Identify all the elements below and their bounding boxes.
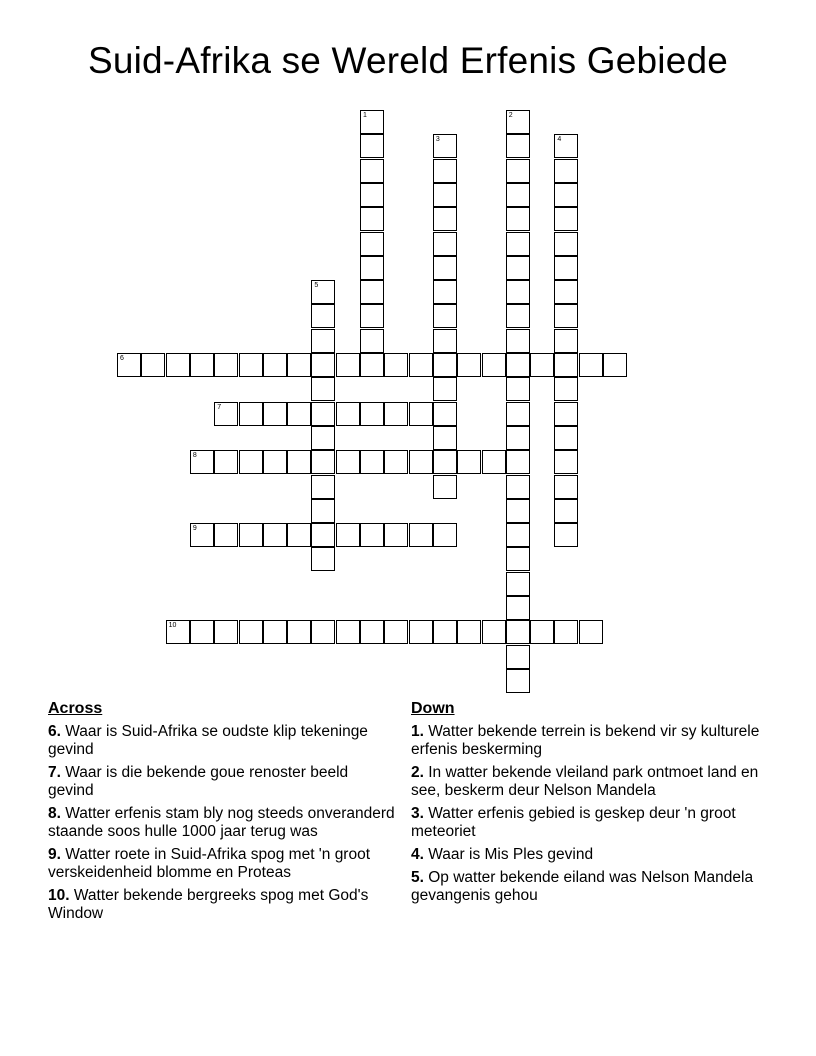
crossword-cell[interactable]	[554, 280, 578, 304]
clue-text: Op watter bekende eiland was Nelson Mandela gevangenis gehou	[411, 869, 754, 904]
crossword-cell[interactable]	[166, 620, 190, 644]
crossword-cell[interactable]	[506, 669, 530, 693]
crossword-cell[interactable]	[506, 426, 530, 450]
crossword-cell[interactable]	[506, 353, 530, 377]
crossword-cell[interactable]	[214, 620, 238, 644]
crossword-cell[interactable]	[311, 329, 335, 353]
crossword-cell[interactable]	[554, 499, 578, 523]
cell-number: 7	[217, 403, 222, 411]
crossword-cell[interactable]	[287, 620, 311, 644]
crossword-cell[interactable]	[482, 620, 506, 644]
clue-text: Watter bekende bergreeks spog met God's Window	[48, 887, 369, 922]
crossword-cell[interactable]	[239, 353, 263, 377]
crossword-cell[interactable]	[360, 134, 384, 158]
crossword-cell[interactable]	[433, 280, 457, 304]
crossword-cell[interactable]	[433, 377, 457, 401]
across-clues	[48, 700, 398, 928]
crossword-cell[interactable]	[263, 402, 287, 426]
crossword-cell[interactable]	[530, 620, 554, 644]
crossword-cell[interactable]	[336, 402, 360, 426]
clue-text: Watter erfenis gebied is geskep deur 'n groot meteoriet	[411, 805, 736, 840]
crossword-cell[interactable]	[554, 426, 578, 450]
crossword-cell[interactable]	[239, 620, 263, 644]
crossword-cell[interactable]	[554, 475, 578, 499]
clue-text: Waar is Mis Ples gevind	[428, 846, 594, 863]
crossword-cell[interactable]	[214, 450, 238, 474]
crossword-cell[interactable]	[287, 523, 311, 547]
cell-number: 9	[192, 525, 197, 533]
crossword-cell[interactable]	[311, 547, 335, 571]
clue-across-6	[48, 723, 398, 759]
clue-across-9	[48, 846, 398, 882]
crossword-cell[interactable]	[506, 304, 530, 328]
crossword-cell[interactable]	[603, 353, 627, 377]
crossword-cell[interactable]	[311, 402, 335, 426]
crossword-cell[interactable]	[263, 620, 287, 644]
crossword-cell[interactable]	[311, 499, 335, 523]
crossword-cell[interactable]	[311, 450, 335, 474]
crossword-cell[interactable]	[506, 207, 530, 231]
clue-across-10	[48, 887, 398, 923]
crossword-cell[interactable]	[263, 353, 287, 377]
crossword-cell[interactable]	[239, 402, 263, 426]
crossword-cell[interactable]	[311, 280, 335, 304]
clue-number: 4.	[411, 846, 424, 863]
clue-across-8	[48, 805, 398, 841]
crossword-cell[interactable]	[433, 620, 457, 644]
crossword-cell[interactable]	[360, 620, 384, 644]
cell-number: 8	[192, 452, 197, 460]
crossword-cell[interactable]	[360, 280, 384, 304]
crossword-cell[interactable]	[433, 304, 457, 328]
clue-text: Watter bekende terrein is bekend vir sy kulturele erfenis beskerming	[411, 723, 760, 758]
clue-text: In watter bekende vleiland park ontmoet land en see, beskerm deur Nelson Mandela	[411, 764, 759, 799]
crossword-cell[interactable]	[336, 620, 360, 644]
crossword-cell[interactable]	[409, 402, 433, 426]
crossword-cell[interactable]	[384, 523, 408, 547]
crossword-cell[interactable]	[506, 450, 530, 474]
crossword-cell[interactable]	[506, 499, 530, 523]
cell-number: 10	[168, 622, 177, 630]
crossword-cell[interactable]	[190, 353, 214, 377]
crossword-cell[interactable]	[554, 329, 578, 353]
crossword-cell[interactable]	[360, 402, 384, 426]
clue-text: Waar is Suid-Afrika se oudste klip tekeninge gevind	[48, 723, 368, 758]
clue-text: Watter erfenis stam bly nog steeds onveranderd staande soos hulle 1000 jaar terug was	[48, 805, 395, 840]
clue-number: 5.	[411, 869, 424, 886]
cell-number: 1	[363, 112, 367, 119]
page-title: Suid-Afrika se Wereld Erfenis Gebiede	[87, 40, 729, 81]
clue-down-5	[411, 869, 761, 905]
crossword-cell[interactable]	[433, 426, 457, 450]
crossword-cell[interactable]	[287, 353, 311, 377]
crossword-cell[interactable]	[311, 353, 335, 377]
crossword-cell[interactable]	[506, 256, 530, 280]
crossword-cell[interactable]	[506, 232, 530, 256]
crossword-cell[interactable]	[554, 304, 578, 328]
crossword-cell[interactable]	[482, 353, 506, 377]
clue-down-1	[411, 723, 761, 759]
crossword-cell[interactable]	[384, 353, 408, 377]
crossword-cell[interactable]	[287, 402, 311, 426]
down-heading: Down	[411, 700, 455, 717]
crossword-cell[interactable]	[287, 450, 311, 474]
crossword-cell[interactable]	[506, 134, 530, 158]
crossword-cell[interactable]	[239, 450, 263, 474]
crossword-cell[interactable]	[311, 304, 335, 328]
crossword-cell[interactable]	[409, 523, 433, 547]
crossword-cell[interactable]	[360, 523, 384, 547]
crossword-cell[interactable]	[384, 620, 408, 644]
clue-across-7	[48, 764, 398, 800]
crossword-cell[interactable]	[433, 207, 457, 231]
crossword-cell[interactable]	[506, 377, 530, 401]
crossword-cell[interactable]	[554, 620, 578, 644]
crossword-cell[interactable]	[554, 353, 578, 377]
crossword-cell[interactable]	[360, 329, 384, 353]
clue-number: 10.	[48, 887, 70, 904]
crossword-cell[interactable]	[311, 523, 335, 547]
crossword-cell[interactable]	[506, 402, 530, 426]
crossword-cell[interactable]	[190, 450, 214, 474]
clue-number: 2.	[411, 764, 424, 781]
crossword-cell[interactable]	[336, 523, 360, 547]
crossword-cell[interactable]	[554, 377, 578, 401]
crossword-cell[interactable]	[311, 475, 335, 499]
clue-number: 7.	[48, 764, 61, 781]
crossword-cell[interactable]	[190, 523, 214, 547]
across-heading: Across	[48, 700, 103, 717]
crossword-cell[interactable]	[530, 353, 554, 377]
crossword-cell[interactable]	[409, 450, 433, 474]
cell-number: 5	[314, 282, 319, 290]
clue-number: 6.	[48, 723, 61, 740]
crossword-cell[interactable]	[554, 256, 578, 280]
crossword-cell[interactable]	[433, 475, 457, 499]
crossword-cell[interactable]	[166, 353, 190, 377]
crossword-cell[interactable]	[214, 402, 238, 426]
crossword-cell[interactable]	[554, 523, 578, 547]
crossword-cell[interactable]	[336, 353, 360, 377]
crossword-cell[interactable]	[360, 159, 384, 183]
crossword-cell[interactable]	[433, 402, 457, 426]
clue-down-3	[411, 805, 761, 841]
clue-text: Watter roete in Suid-Afrika spog met 'n groot verskeidenheid blomme en Proteas	[48, 846, 371, 881]
crossword-cell[interactable]	[506, 110, 530, 134]
crossword-cell[interactable]	[409, 353, 433, 377]
crossword-cell[interactable]	[506, 620, 530, 644]
crossword-cell[interactable]	[433, 329, 457, 353]
crossword-cell[interactable]	[554, 134, 578, 158]
crossword-cell[interactable]	[433, 523, 457, 547]
crossword-cell[interactable]	[360, 450, 384, 474]
crossword-cell[interactable]	[409, 620, 433, 644]
crossword-cell[interactable]	[360, 256, 384, 280]
crossword-cell[interactable]	[554, 159, 578, 183]
cell-number: 4	[557, 136, 562, 144]
crossword-cell[interactable]	[506, 572, 530, 596]
crossword-cell[interactable]	[433, 134, 457, 158]
crossword-cell[interactable]	[554, 183, 578, 207]
crossword-cell[interactable]	[141, 353, 165, 377]
clue-down-4	[411, 846, 761, 864]
crossword-cell[interactable]	[433, 183, 457, 207]
clue-number: 8.	[48, 805, 61, 822]
crossword-cell[interactable]	[506, 596, 530, 620]
crossword-cell[interactable]	[360, 183, 384, 207]
crossword-cell[interactable]	[360, 207, 384, 231]
down-clues	[411, 700, 761, 910]
crossword-cell[interactable]	[579, 353, 603, 377]
crossword-cell[interactable]	[214, 523, 238, 547]
clue-text: Waar is die bekende goue renoster beeld gevind	[48, 764, 349, 799]
crossword-cell[interactable]	[506, 547, 530, 571]
crossword-cell[interactable]	[360, 232, 384, 256]
crossword-cell[interactable]	[117, 353, 141, 377]
crossword-cell[interactable]	[506, 329, 530, 353]
crossword-cell[interactable]	[263, 523, 287, 547]
crossword-cell[interactable]	[311, 377, 335, 401]
crossword-cell[interactable]	[554, 232, 578, 256]
crossword-cell[interactable]	[384, 402, 408, 426]
crossword-cell[interactable]	[433, 353, 457, 377]
crossword-cell[interactable]	[457, 450, 481, 474]
crossword-cell[interactable]	[554, 450, 578, 474]
crossword-cell[interactable]	[214, 353, 238, 377]
crossword-cell[interactable]	[433, 256, 457, 280]
crossword-cell[interactable]	[506, 183, 530, 207]
crossword-cell[interactable]	[506, 523, 530, 547]
crossword-cell[interactable]	[554, 207, 578, 231]
clue-down-2	[411, 764, 761, 800]
clue-number: 3.	[411, 805, 424, 822]
crossword-cell[interactable]	[360, 110, 384, 134]
crossword-cell[interactable]	[360, 304, 384, 328]
crossword-cell[interactable]	[360, 353, 384, 377]
cell-number: 2	[508, 112, 513, 119]
crossword-cell[interactable]	[263, 450, 287, 474]
crossword-cell[interactable]	[190, 620, 214, 644]
cell-number: 3	[435, 136, 440, 144]
crossword-cell[interactable]	[457, 353, 481, 377]
crossword-cell[interactable]	[506, 645, 530, 669]
crossword-cell[interactable]	[506, 280, 530, 304]
crossword-cell[interactable]	[336, 450, 360, 474]
clue-number: 1.	[411, 723, 424, 740]
crossword-cell[interactable]	[554, 402, 578, 426]
crossword-cell[interactable]	[457, 620, 481, 644]
crossword-cell[interactable]	[579, 620, 603, 644]
crossword-cell[interactable]	[433, 232, 457, 256]
crossword-cell[interactable]	[482, 450, 506, 474]
crossword-cell[interactable]	[384, 450, 408, 474]
crossword-cell[interactable]	[506, 475, 530, 499]
cell-number: 6	[120, 355, 124, 362]
crossword-cell[interactable]	[433, 159, 457, 183]
crossword-cell[interactable]	[506, 159, 530, 183]
clue-number: 9.	[48, 846, 61, 863]
crossword-cell[interactable]	[433, 450, 457, 474]
crossword-cell[interactable]	[311, 620, 335, 644]
crossword-cell[interactable]	[239, 523, 263, 547]
crossword-cell[interactable]	[311, 426, 335, 450]
